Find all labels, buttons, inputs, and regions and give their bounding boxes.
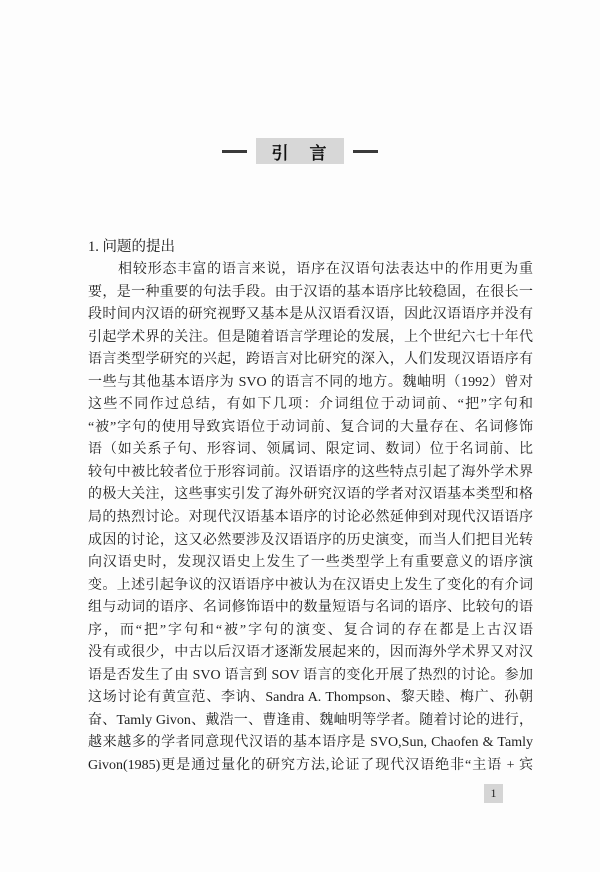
paragraph-line: 一些与其他基本语序为 SVO 的语言不同的地方。魏岫明（1992）曾对 (88, 374, 533, 390)
paragraph-line: 语（如关系子句、形容词、领属词、限定词、数词）位于名词前、比 (88, 442, 533, 458)
paragraph-line: 成因的讨论，这又必然要涉及汉语语序的历史演变，而当人们把目光转 (88, 532, 533, 548)
title-dash-left (222, 150, 247, 153)
paragraph-line: 组与动词的语序、名词修饰语中的数量短语与名词的语序、比较句的语 (88, 600, 533, 616)
paragraph-line: 局的热烈讨论。对现代汉语基本语序的讨论必然延伸到对现代汉语语序 (88, 510, 533, 526)
page-number-badge: 1 (484, 784, 503, 803)
paragraph-line: 向汉语史时，发现汉语史上发生了一些类型学上有重要意义的语序演 (88, 555, 533, 571)
paragraph-line: 相较形态丰富的语言来说，语序在汉语句法表达中的作用更为重 (118, 262, 533, 277)
paragraph-line: 这些不同作过总结，有如下几项：介词组位于动词前、“把”字句和 (88, 397, 533, 413)
chapter-title-row (0, 138, 600, 164)
section-heading: 1. 问题的提出 (88, 239, 175, 255)
paragraph-line: 这场讨论有黄宣范、李讷、Sandra A. Thompson、黎天睦、梅广、孙朝 (88, 690, 533, 706)
paragraph-line: 语是否发生了由 SVO 语言到 SOV 语言的变化开展了热烈的讨论。参加 (88, 667, 533, 683)
paragraph-line: 奋、Tamly Givon、戴浩一、曹逢甫、魏岫明等学者。随着讨论的进行， (88, 712, 533, 728)
paragraph-line: 较句中被比较者位于形容词前。汉语语序的这些特点引起了海外学术界 (88, 464, 533, 480)
paragraph-line: 段时间内汉语的研究视野又基本是从汉语看汉语，因此汉语语序并没有 (88, 307, 533, 323)
paragraph-line: 语言类型学研究的兴起，跨语言对比研究的深入，人们发现汉语语序有 (88, 352, 533, 368)
paragraph-line: 没有或很少，中古以后汉语才逐渐发展起来的，因而海外学术界又对汉 (88, 645, 533, 661)
paragraph-line: 序，而“把”字句和“被”字句的演变、复合词的存在都是上古汉语 (88, 622, 533, 638)
paragraph-line: 要，是一种重要的句法手段。由于汉语的基本语序比较稳固，在很长一 (88, 284, 533, 300)
paragraph-line: Givon(1985)更是通过量化的研究方法,论证了现代汉语绝非“主语 + 宾 (88, 758, 533, 774)
title-dash-right (353, 150, 378, 153)
chapter-title: 引 言 (256, 138, 344, 164)
paragraph-line: “被”字句的使用导致宾语位于动词前、复合词的大量存在、名词修饰 (88, 419, 533, 435)
paragraph-line: 变。上述引起争议的汉语语序中被认为在汉语史上发生了变化的有介词 (88, 577, 533, 593)
paragraph-line: 的极大关注，这些事实引发了海外研究汉语的学者对汉语基本类型和格 (88, 487, 533, 503)
body-paragraph (88, 259, 533, 778)
paragraph-line: 引起学术界的关注。但是随着语言学理论的发展，上个世纪六七十年代 (88, 329, 533, 345)
paragraph-line: 越来越多的学者同意现代汉语的基本语序是 SVO,Sun, Chaofen & Tamly (88, 735, 533, 751)
